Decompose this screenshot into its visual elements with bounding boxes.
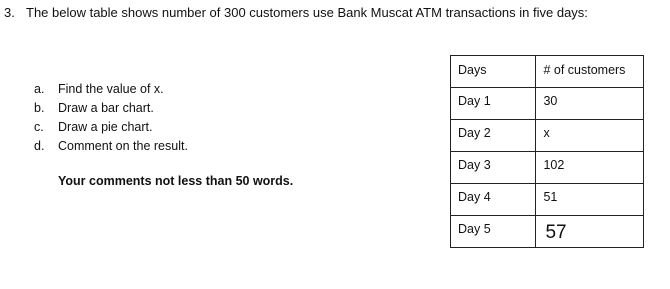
- table-row: [451, 184, 644, 216]
- question-text: The below table shows number of 300 customers use Bank Muscat ATM transactions in five days:: [26, 5, 588, 20]
- question-line: [4, 5, 588, 20]
- table-header-row: [451, 56, 644, 88]
- day-cell: Day 5: [451, 216, 536, 248]
- header-customers: # of customers: [536, 56, 644, 88]
- task-text: Comment on the result.: [58, 139, 188, 153]
- day-cell: Day 1: [451, 88, 536, 120]
- table-row: [451, 152, 644, 184]
- header-days: Days: [451, 56, 536, 88]
- day-cell: Day 2: [451, 120, 536, 152]
- customers-table: [450, 55, 644, 248]
- customers-cell: 102: [536, 152, 644, 184]
- customers-cell: 51: [536, 184, 644, 216]
- customers-cell-answer: 57: [536, 216, 644, 248]
- table-row: [451, 88, 644, 120]
- task-letter: a.: [34, 82, 45, 96]
- customers-cell: x: [536, 120, 644, 152]
- comment-instruction: Your comments not less than 50 words.: [58, 174, 294, 188]
- question-number: 3.: [4, 5, 15, 20]
- day-cell: Day 4: [451, 184, 536, 216]
- task-item-d: [34, 137, 188, 156]
- task-letter: c.: [34, 120, 44, 134]
- task-item-a: [34, 80, 188, 99]
- task-letter: b.: [34, 101, 45, 115]
- task-item-b: [34, 99, 188, 118]
- task-text: Find the value of x.: [58, 82, 164, 96]
- day-cell: Day 3: [451, 152, 536, 184]
- table-row: [451, 216, 644, 248]
- customers-cell: 30: [536, 88, 644, 120]
- table-row: [451, 120, 644, 152]
- task-text: Draw a pie chart.: [58, 120, 153, 134]
- task-item-c: [34, 118, 188, 137]
- task-list: [34, 80, 188, 156]
- task-text: Draw a bar chart.: [58, 101, 154, 115]
- task-letter: d.: [34, 139, 45, 153]
